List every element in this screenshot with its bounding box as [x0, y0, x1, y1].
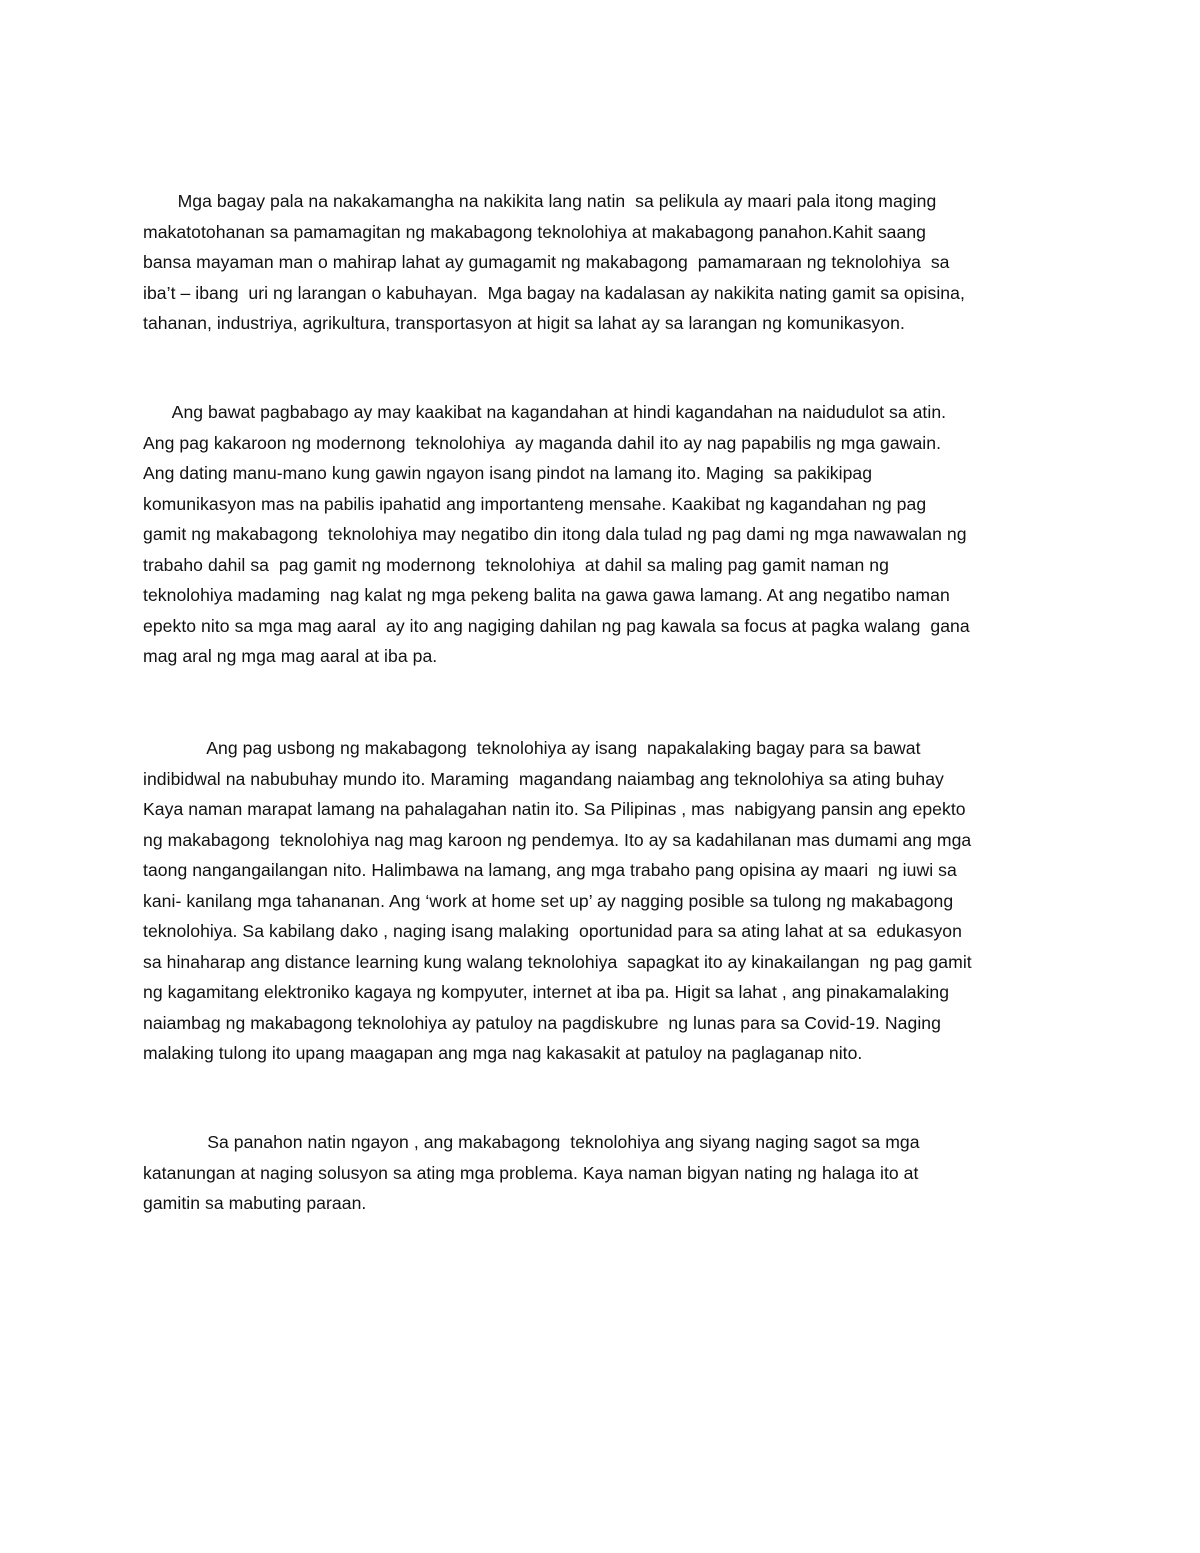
paragraph-line: makatotohanan sa pamamagitan ng makabagong teknolohiya at makabagong panahon.Kahit saang: [143, 221, 926, 242]
paragraph-line: taong nangangailangan nito. Halimbawa na lamang, ang mga trabaho pang opisina ay maari ng iuwi sa: [143, 860, 957, 880]
paragraph-line: bansa mayaman man o mahirap lahat ay gumagamit ng makabagong pamamaraan ng teknolohiya sa: [143, 252, 950, 272]
paragraph-line: katanungan at naging solusyon sa ating mga problema. Kaya naman bigyan nating ng halaga ito at: [143, 1162, 919, 1183]
paragraph-line: epekto nito sa mga mag aaral ay ito ang nagiging dahilan ng pag kawala sa focus at pagka walang gana: [143, 615, 970, 636]
paragraph-line: tahanan, industriya, agrikultura, transportasyon at higit sa lahat ay sa larangan ng komunikasyon.: [143, 313, 905, 333]
paragraph-line: teknolohiya madaming nag kalat ng mga pekeng balita na gawa gawa lamang. At ang negatibo naman: [143, 585, 950, 605]
paragraph-line: ng kagamitang elektroniko kagaya ng kompyuter, internet at iba pa. Higit sa lahat , ang pinakamalaking: [143, 982, 950, 1002]
paragraph-line: malaking tulong ito upang maagapan ang mga nag kakasakit at patuloy na paglaganap nito.: [143, 1043, 863, 1063]
paragraph-line: iba’t – ibang uri ng larangan o kabuhayan. Mga bagay na kadalasan ay nakikita nating gamit sa opisina,: [143, 282, 965, 303]
paragraph-line: Ang pag usbong ng makabagong teknolohiya ay isang napakalaking bagay para sa bawat: [143, 738, 921, 758]
paragraph-line: gamit ng makabagong teknolohiya may negatibo din itong dala tulad ng pag dami ng mga nawawalan ng: [143, 524, 967, 544]
paragraph-line: Sa panahon natin ngayon , ang makabagong teknolohiya ang siyang naging sagot sa mga: [143, 1132, 920, 1152]
paragraph-line: teknolohiya. Sa kabilang dako , naging isang malaking oportunidad para sa ating lahat at sa edukasyon: [143, 921, 962, 941]
paragraph-line: Ang pag kakaroon ng modernong teknolohiya ay maganda dahil ito ay nag papabilis ng mga gawain.: [143, 432, 942, 453]
paragraph-line: Kaya naman marapat lamang na pahalagahan natin ito. Sa Pilipinas , mas nabigyang pansin ang epekto: [143, 799, 966, 819]
paragraph-line: komunikasyon mas na pabilis ipahatid ang importanteng mensahe. Kaakibat ng kagandahan ng pag: [143, 493, 927, 514]
paragraph-line: Mga bagay pala na nakakamangha na nakikita lang natin sa pelikula ay maari pala itong maging: [143, 191, 937, 211]
paragraph-line: indibidwal na nabubuhay mundo ito. Maraming magandang naiambag ang teknolohiya sa ating buhay: [143, 768, 944, 789]
paragraph-line: gamitin sa mabuting paraan.: [143, 1193, 367, 1213]
paragraph-4: [143, 1127, 1063, 1219]
paragraph-line: Ang dating manu-mano kung gawin ngayon isang pindot na lamang ito. Maging sa pakikipag: [143, 463, 873, 483]
paragraph-3: [143, 733, 1063, 1069]
paragraph-line: naiambag ng makabagong teknolohiya ay patuloy na pagdiskubre ng lunas para sa Covid-19. Naging: [143, 1012, 941, 1033]
paragraph-2: [143, 397, 1063, 672]
paragraph-line: ng makabagong teknolohiya nag mag karoon ng pendemya. Ito ay sa kadahilanan mas dumami ang mga: [143, 829, 972, 850]
paragraph-1: [143, 186, 1063, 339]
paragraph-line: trabaho dahil sa pag gamit ng modernong teknolohiya at dahil sa maling pag gamit naman ng: [143, 554, 889, 575]
paragraph-line: kani- kanilang mga tahananan. Ang ‘work at home set up’ ay nagging posible sa tulong ng makabagong: [143, 890, 954, 911]
paragraph-line: sa hinaharap ang distance learning kung walang teknolohiya sapagkat ito ay kinakailangan ng pag gamit: [143, 951, 972, 972]
paragraph-line: Ang bawat pagbabago ay may kaakibat na kagandahan at hindi kagandahan na naidudulot sa atin.: [143, 402, 947, 422]
paragraph-line: mag aral ng mga mag aaral at iba pa.: [143, 646, 438, 666]
